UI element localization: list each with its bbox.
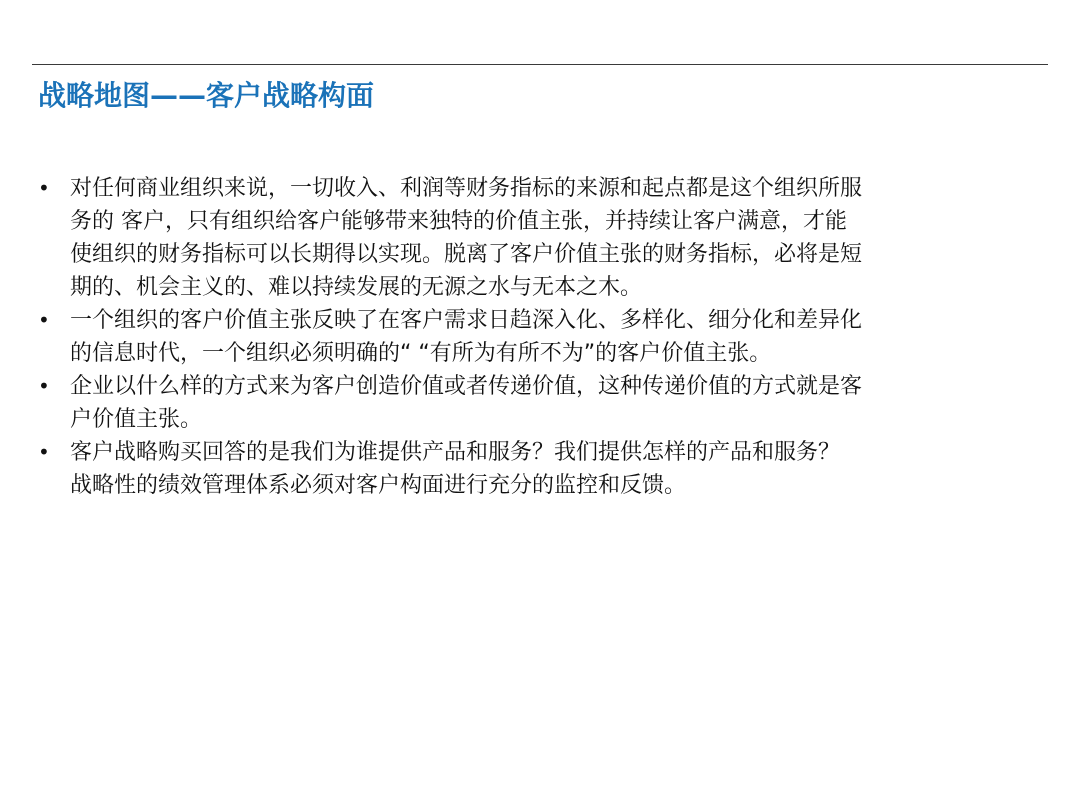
header-divider xyxy=(32,64,1048,65)
bullet-item xyxy=(36,370,1046,436)
bullet-line: 户价值主张。 xyxy=(70,407,203,432)
bullet-line: 一个组织的客户价值主张反映了在客户需求日趋深入化、多样化、细分化和差异化 xyxy=(70,308,863,333)
bullet-line: 战略性的绩效管理体系必须对客户构面进行充分的监控和反馈。 xyxy=(70,473,687,498)
bullet-item xyxy=(36,436,1046,502)
bullet-dot-icon: • xyxy=(38,440,50,464)
bullet-line: 期的、机会主义的、难以持续发展的无源之水与无本之木。 xyxy=(70,275,643,300)
bullet-line: 对任何商业组织来说，一切收入、利润等财务指标的来源和起点都是这个组织所服 xyxy=(70,176,863,201)
bullet-line: 的信息时代，一个组织必须明确的“ “有所为有所不为”的客户价值主张。 xyxy=(70,341,772,366)
bullet-item xyxy=(36,172,1046,304)
bullet-line: 务的 客户，只有组织给客户能够带来独特的价值主张，并持续让客户满意，才能 xyxy=(70,209,847,234)
bullet-dot-icon: • xyxy=(38,308,50,332)
slide-title: 战略地图——客户战略构面 xyxy=(38,79,375,112)
bullet-dot-icon: • xyxy=(38,374,50,398)
bullet-line: 使组织的财务指标可以长期得以实现。脱离了客户价值主张的财务指标，必将是短 xyxy=(70,242,863,267)
bullet-line: 客户战略购买回答的是我们为谁提供产品和服务？我们提供怎样的产品和服务？ xyxy=(70,440,841,465)
bullet-item xyxy=(36,304,1046,370)
bullet-dot-icon: • xyxy=(38,176,50,200)
bullet-list xyxy=(36,172,1046,502)
bullet-line: 企业以什么样的方式来为客户创造价值或者传递价值，这种传递价值的方式就是客 xyxy=(70,374,863,399)
